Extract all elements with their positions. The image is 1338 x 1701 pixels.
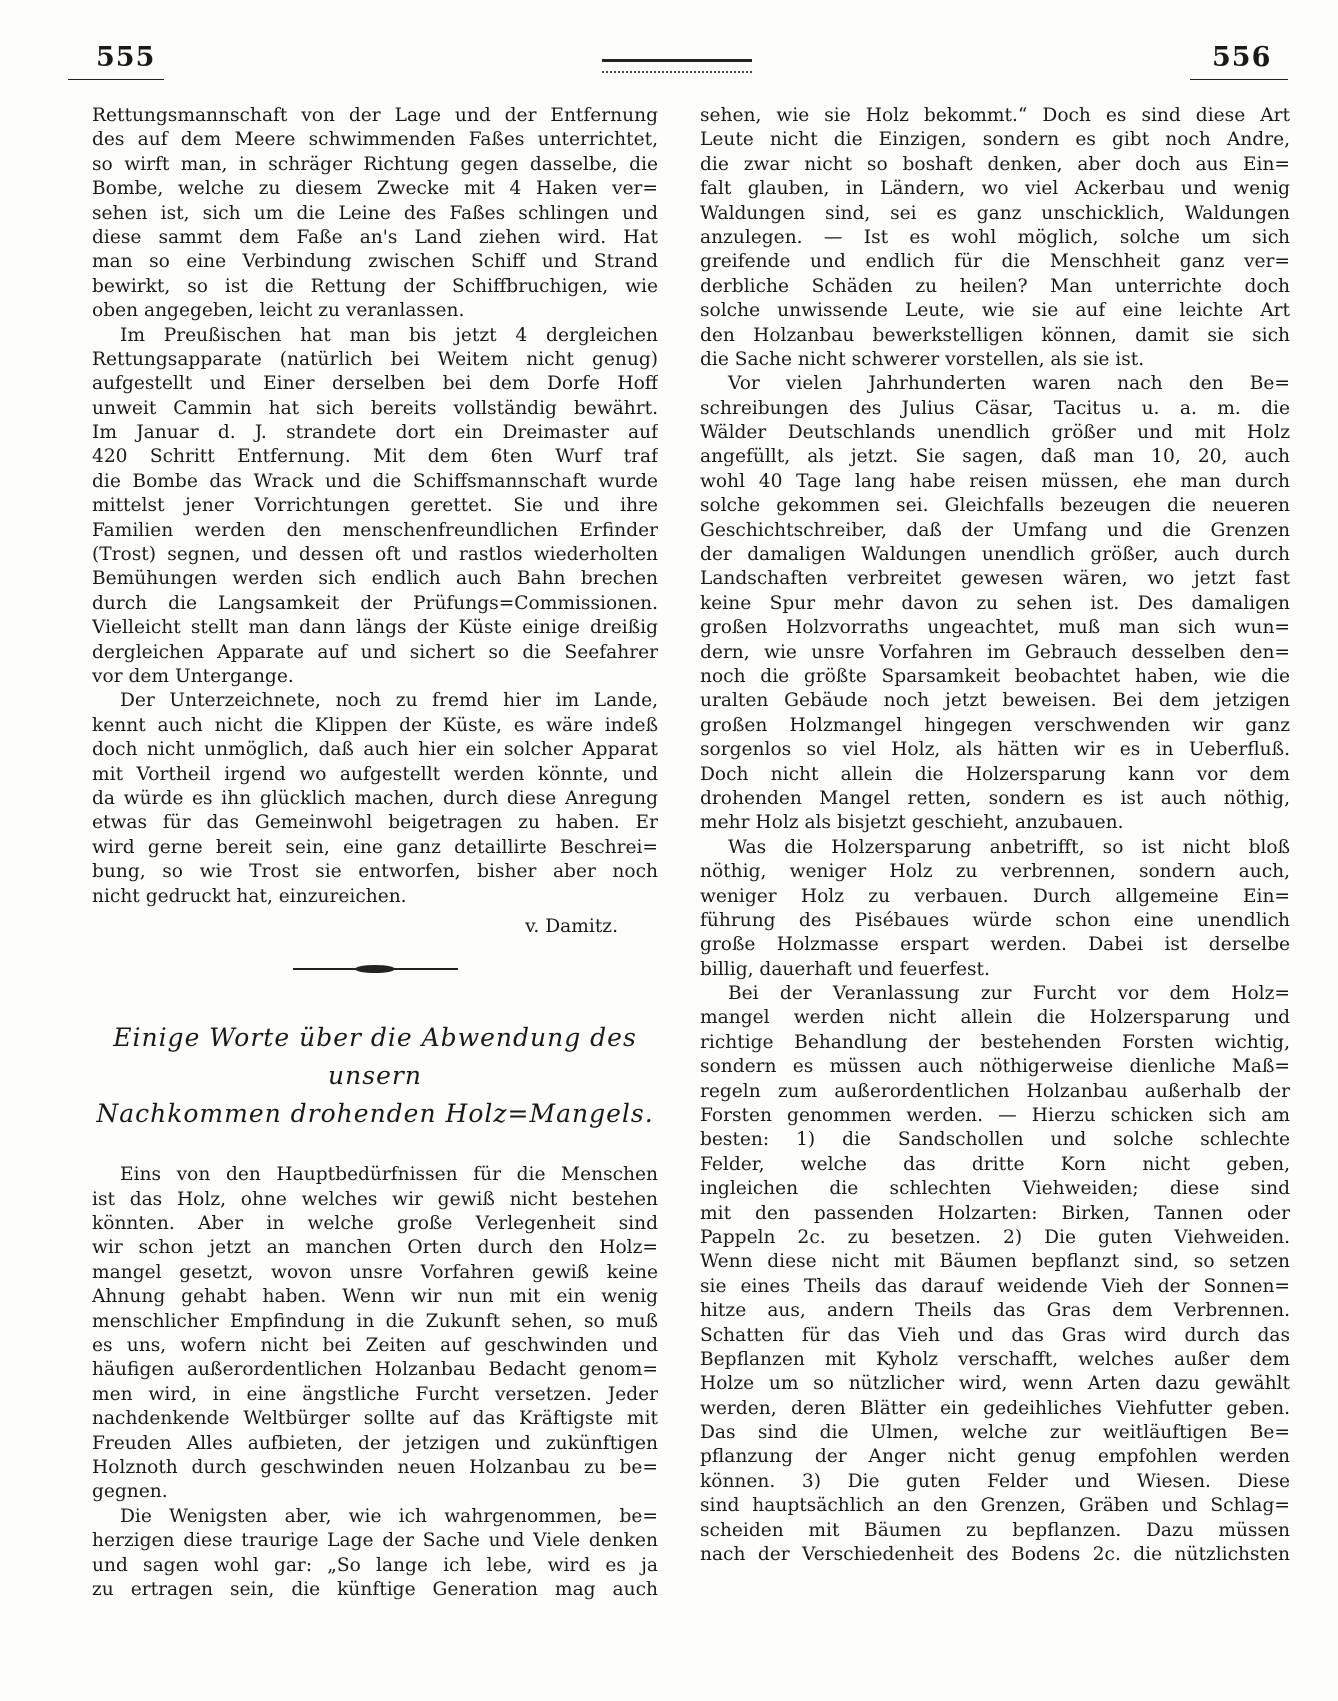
- text-line: 420 Schritt Entfernung. Mit dem 6ten Wurf traf: [92, 446, 658, 468]
- paragraph: [700, 982, 1290, 1567]
- text-line: Holze um so nützlicher wird, wenn Arten dazu gewählt: [700, 1373, 1290, 1395]
- text-line: dern, wie unsre Vorfahren im Gebrauch desselben den=: [700, 641, 1290, 663]
- right-column: [700, 104, 1290, 1567]
- text-line: großen Holzvorraths ungeachtet, muß man sich wun=: [700, 617, 1290, 639]
- text-line: häufigen außerordentlichen Holzanbau Bedacht genom=: [92, 1359, 658, 1381]
- text-line: solche unwissende Leute, wie sie auf eine leichte Art: [700, 300, 1290, 322]
- text-line: keine Spur mehr davon zu sehen ist. Des damaligen: [700, 592, 1290, 614]
- text-line: nachdenkende Weltbürger sollte auf das Kräftigste mit: [92, 1408, 658, 1430]
- text-line: Die Wenigsten aber, wie ich wahrgenommen, be=: [120, 1505, 658, 1527]
- text-line: Felder, welche das dritte Korn nicht geben,: [700, 1153, 1290, 1175]
- text-line: men wird, in eine ängstliche Furcht versetzen. Jeder: [92, 1383, 658, 1405]
- text-line: Vor vielen Jahrhunderten waren nach den Be=: [728, 373, 1290, 395]
- text-line: Der Unterzeichnete, noch zu fremd hier im Lande,: [120, 690, 658, 712]
- text-line: Freuden Alles aufbieten, der jetzigen und zukünftigen: [92, 1432, 658, 1454]
- header-ornament: [602, 59, 752, 73]
- text-line: Was die Holzersparung anbetrifft, so ist nicht bloß: [728, 836, 1290, 858]
- text-line: (Trost) segnen, und dessen oft und rastlos wiederholten: [92, 544, 658, 566]
- text-line: und sagen wohl gar: „So lange ich lebe, wird es ja: [92, 1554, 658, 1576]
- paragraph: [700, 104, 1290, 372]
- text-line: wir schon jetzt an manchen Orten durch den Holz=: [92, 1237, 658, 1259]
- paragraph: [92, 1163, 658, 1504]
- text-line: können. 3) Die guten Felder und Wiesen. Diese: [700, 1470, 1290, 1492]
- text-line: die Bombe das Wrack und die Schiffsmannschaft wurde: [92, 470, 658, 492]
- page-number-rule-left: [68, 79, 164, 80]
- text-line: Leute nicht die Einzigen, sondern es gibt noch Andre,: [700, 129, 1290, 151]
- text-line: billig, dauerhaft und feuerfest.: [700, 958, 990, 980]
- text-line: unweit Cammin hat sich bereits vollständig bewährt.: [92, 397, 658, 419]
- text-line: könnten. Aber in welche große Verlegenheit sind: [92, 1213, 658, 1235]
- text-line: scheiden mit Bäumen zu bepflanzen. Dazu müssen: [700, 1519, 1290, 1541]
- text-line: doch nicht unmöglich, daß auch hier ein solcher Apparat: [92, 739, 658, 761]
- section-divider-ornament: [293, 965, 458, 973]
- text-line: man so eine Verbindung zwischen Schiff und Strand: [92, 251, 658, 273]
- text-line: sorgenlos so viel Holz, als hätten wir es in Ueberfluß.: [700, 739, 1290, 761]
- text-line: derbliche Schäden zu heilen? Man unterrichte doch: [700, 275, 1290, 297]
- text-line: Doch nicht allein die Holzersparung kann vor dem: [700, 763, 1290, 785]
- text-line: uralten Gebäude noch jetzt beweisen. Bei dem jetzigen: [700, 690, 1290, 712]
- text-line: Ahnung gehabt haben. Wenn wir nun mit ein wenig: [92, 1286, 658, 1308]
- text-line: richtige Behandlung der bestehenden Forsten wichtig,: [700, 1031, 1290, 1053]
- text-line: sehen, wie sie Holz bekommt.“ Doch es sind diese Art: [700, 105, 1290, 126]
- text-line: schreibungen des Julius Cäsar, Tacitus u. a. m. die: [700, 397, 1290, 419]
- signature: v. Damitz.: [525, 915, 618, 937]
- text-line: sind hauptsächlich an den Grenzen, Gräben und Schlag=: [700, 1495, 1290, 1517]
- text-line: drohenden Mangel retten, sondern es ist auch nöthig,: [700, 787, 1290, 809]
- text-line: anzulegen. — Ist es wohl möglich, solche um sich: [700, 226, 1290, 248]
- text-line: führung des Pisébaues würde schon eine unendlich: [700, 909, 1290, 931]
- text-line: oben angegeben, leicht zu veranlassen.: [92, 300, 465, 322]
- text-line: ist das Holz, ohne welches wir gewiß nicht bestehen: [92, 1188, 658, 1210]
- text-line: große Holzmasse erspart werden. Dabei ist derselbe: [700, 934, 1290, 956]
- paragraph: [92, 1505, 658, 1603]
- paragraph: [92, 324, 658, 690]
- text-line: Rettungsapparate (natürlich bei Weitem nicht genug): [92, 348, 658, 370]
- text-line: Bepflanzen mit Kyholz verschafft, welches außer dem: [700, 1348, 1290, 1370]
- text-line: vor dem Untergange.: [92, 665, 294, 687]
- text-line: wohl 40 Tage lang habe reisen müssen, ehe man durch: [700, 470, 1290, 492]
- paragraph: [92, 689, 658, 909]
- text-line: bung, so wie Trost sie entworfen, bisher aber noch: [92, 861, 658, 883]
- left-column: [92, 104, 658, 1602]
- text-line: pflanzung der Anger nicht genug empfohlen werden: [700, 1446, 1290, 1468]
- text-line: durch die Langsamkeit der Prüfungs=Commissionen.: [92, 592, 658, 614]
- text-line: menschlicher Empfindung in die Zukunft sehen, so muß: [92, 1310, 658, 1332]
- text-line: werden, deren Blätter ein gedeihliches Viehfutter geben.: [700, 1397, 1290, 1419]
- text-line: Geschichtschreiber, daß der Umfang und die Grenzen: [700, 519, 1290, 541]
- text-line: so wirft man, in schräger Richtung gegen dasselbe, die: [92, 153, 658, 175]
- text-line: sie eines Theils das darauf weidende Vieh der Sonnen=: [700, 1275, 1290, 1297]
- text-line: mittelst jener Vorrichtungen gerettet. Sie und ihre: [92, 495, 658, 517]
- text-line: weniger Holz zu verbauen. Durch allgemeine Ein=: [700, 885, 1290, 907]
- text-line: regeln zum außerordentlichen Holzanbau außerhalb der: [700, 1080, 1290, 1102]
- text-line: herzigen diese traurige Lage der Sache und Viele denken: [92, 1530, 658, 1552]
- text-line: Wälder Deutschlands unendlich größer und mit Holz: [700, 422, 1290, 444]
- text-line: mangel werden nicht allein die Holzersparung und: [700, 1007, 1290, 1029]
- text-line: angefüllt, als jetzt. Sie sagen, daß man 10, 20, auch: [700, 446, 1290, 468]
- text-line: hitze aus, andern Theils das Gras dem Verbrennen.: [700, 1300, 1290, 1322]
- text-line: Eins von den Hauptbedürfnissen für die Menschen: [120, 1164, 658, 1186]
- paragraph: [92, 104, 658, 324]
- text-line: des auf dem Meere schwimmenden Faßes unterrichtet,: [92, 129, 658, 151]
- text-line: Bemühungen werden sich endlich auch Bahn brechen: [92, 568, 658, 590]
- text-line: der damaligen Waldungen unendlich größer, auch durch: [700, 544, 1290, 566]
- text-line: nöthig, weniger Holz zu verbrennen, sondern auch,: [700, 861, 1290, 883]
- text-line: Landschaften verbreitet gewesen wären, wo jetzt fast: [700, 568, 1290, 590]
- text-line: Bei der Veranlassung zur Furcht vor dem Holz=: [728, 983, 1290, 1005]
- text-line: gegnen.: [92, 1481, 168, 1503]
- text-line: Schatten für das Vieh und das Gras wird durch das: [700, 1324, 1290, 1346]
- text-line: Im Preußischen hat man bis jetzt 4 dergleichen: [120, 324, 658, 346]
- text-line: mangel gesetzt, wovon unsre Vorfahren gewiß keine: [92, 1261, 658, 1283]
- article-title-line: Einige Worte über die Abwendung des unsern: [113, 1023, 637, 1091]
- page-number-right: 556: [1212, 42, 1272, 73]
- text-line: bewirkt, so ist die Rettung der Schiffbruchigen, wie: [92, 275, 658, 297]
- text-line: zu ertragen sein, die künftige Generation mag auch: [92, 1578, 658, 1600]
- text-line: etwas für das Gemeinwohl beigetragen zu haben. Er: [92, 812, 658, 834]
- text-line: die Sache nicht schwerer vorstellen, als sie ist.: [700, 348, 1145, 370]
- text-line: wird gerne bereit sein, eine ganz detaillirte Beschrei=: [92, 836, 658, 858]
- article-title: [92, 1019, 658, 1133]
- text-line: Vielleicht stellt man dann längs der Küste einige dreißig: [92, 617, 658, 639]
- paragraph: [700, 372, 1290, 835]
- page-number-left: 555: [96, 42, 156, 73]
- page-number-rule-right: [1190, 79, 1288, 80]
- text-line: Familien werden den menschenfreundlichen Erfinder: [92, 519, 658, 541]
- text-line: kennt auch nicht die Klippen der Küste, es wäre indeß: [92, 714, 658, 736]
- text-line: Bombe, welche zu diesem Zwecke mit 4 Haken ver=: [92, 178, 658, 200]
- text-line: mehr Holz als bisjetzt geschieht, anzubauen.: [700, 812, 1124, 834]
- text-line: mit den passenden Holzarten: Birken, Tannen oder: [700, 1202, 1290, 1224]
- article-title-line: Nachkommen drohenden Holz=Mangels.: [96, 1099, 654, 1129]
- text-line: Pappeln 2c. zu besetzen. 2) Die guten Viehweiden.: [700, 1226, 1290, 1248]
- text-line: großen Holzmangel hingegen verschwenden wir ganz: [700, 714, 1290, 736]
- text-line: Holznoth durch geschwinden neuen Holzanbau zu be=: [92, 1456, 658, 1478]
- text-line: den Holzanbau bewerkstelligen können, damit sie sich: [700, 324, 1290, 346]
- text-line: aufgestellt und Einer derselben bei dem Dorfe Hoff: [92, 373, 658, 395]
- text-line: da würde es ihn glücklich machen, durch diese Anregung: [92, 787, 658, 809]
- text-line: Im Januar d. J. strandete dort ein Dreimaster auf: [92, 422, 658, 444]
- text-line: Rettungsmannschaft von der Lage und der Entfernung: [92, 105, 658, 126]
- text-line: es uns, wofern nicht bei Zeiten auf geschwinden und: [92, 1335, 658, 1357]
- text-line: besten: 1) die Sandschollen und solche schlechte: [700, 1129, 1290, 1151]
- text-line: nicht gedruckt hat, einzureichen.: [92, 885, 407, 907]
- text-line: dergleichen Apparate auf und sichert so die Seefahrer: [92, 641, 658, 663]
- text-line: nach der Verschiedenheit des Bodens 2c. die nützlichsten: [700, 1544, 1290, 1566]
- text-line: noch die größte Sparsamkeit beobachtet haben, wie die: [700, 665, 1290, 687]
- text-line: Wenn diese nicht mit Bäumen bepflanzt sind, so setzen: [700, 1251, 1290, 1273]
- text-line: greifende und endlich für die Menschheit ganz ver=: [700, 251, 1290, 273]
- text-line: falt glauben, in Ländern, wo viel Ackerbau und wenig: [700, 178, 1290, 200]
- text-line: solche gekommen sei. Gleichfalls bezeugen die neueren: [700, 495, 1290, 517]
- text-line: Waldungen sind, sei es ganz unschicklich, Waldungen: [700, 202, 1290, 224]
- text-line: Das sind die Ulmen, welche zur weitläuftigen Be=: [700, 1422, 1290, 1444]
- text-line: ingleichen die schlechten Viehweiden; diese sind: [700, 1178, 1290, 1200]
- text-line: sondern es müssen auch nöthigerweise dienliche Maß=: [700, 1056, 1290, 1078]
- text-line: sehen ist, sich um die Leine des Faßes schlingen und: [92, 202, 658, 224]
- text-line: mit Vortheil irgend wo aufgestellt werden könnte, und: [92, 763, 658, 785]
- paragraph: [700, 836, 1290, 982]
- text-line: Forsten genommen werden. — Hierzu schicken sich am: [700, 1105, 1290, 1127]
- text-line: diese sammt dem Faße an's Land ziehen wird. Hat: [92, 226, 658, 248]
- text-line: die zwar nicht so boshaft denken, aber doch aus Ein=: [700, 153, 1290, 175]
